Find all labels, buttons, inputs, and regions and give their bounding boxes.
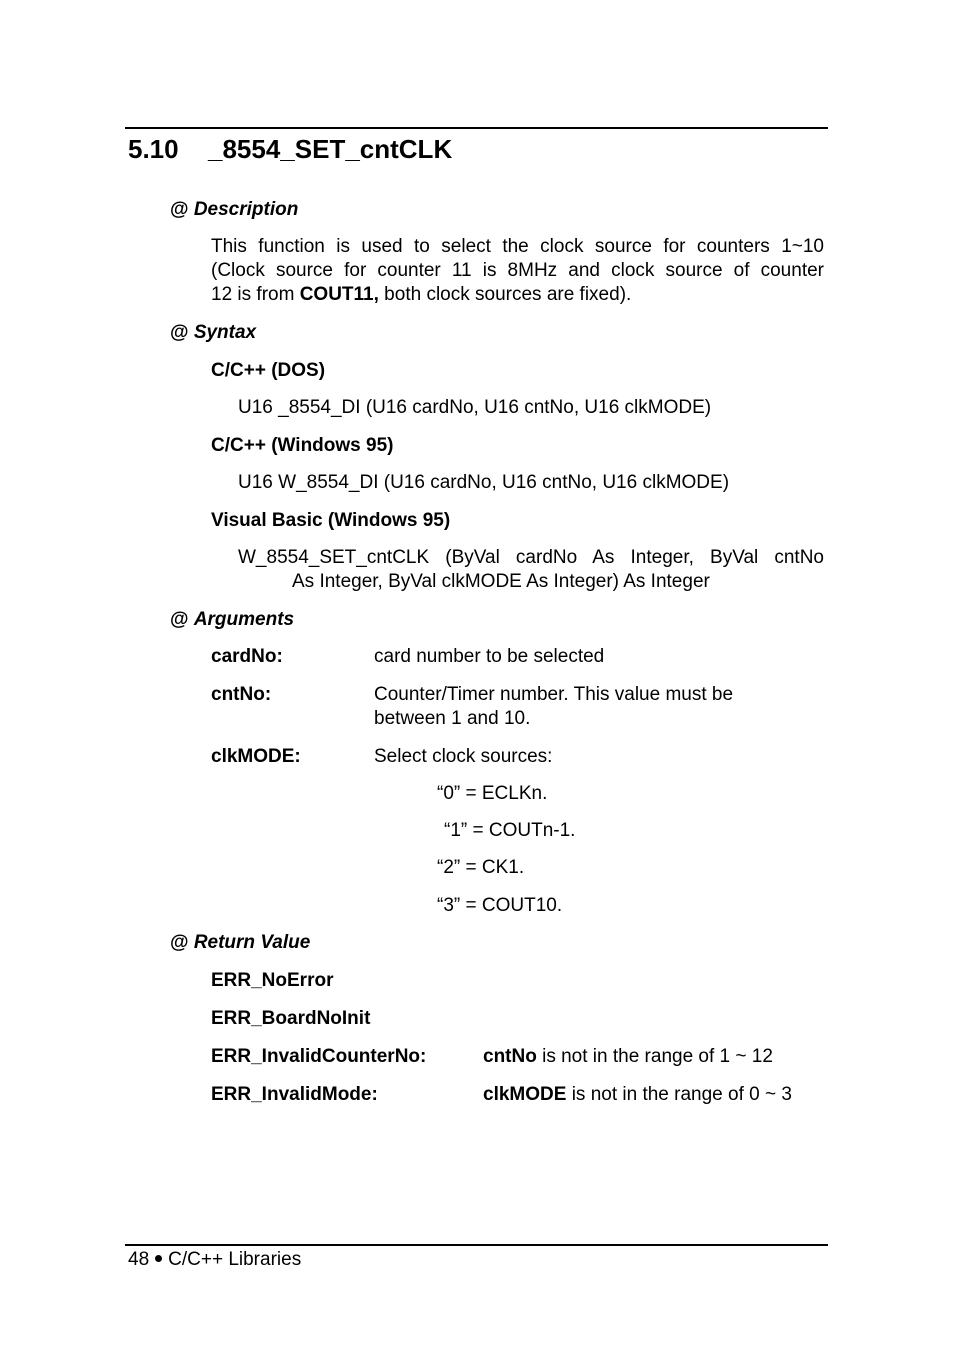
return-code: ERR_InvalidCounterNo: [211,1046,427,1067]
syntax-vb-code-line-1: W_8554_SET_cntCLK (ByVal cardNo As Integer, ByVal cntNo [238,547,824,568]
syntax-vb-code-line-2: As Integer, ByVal clkMODE As Integer) As Integer [292,571,710,592]
footer [128,1248,301,1272]
return-code: ERR_NoError [211,970,334,991]
argument-name: clkMODE: [211,746,301,767]
arguments-heading: @ Arguments [170,609,295,630]
page-number: 48 [128,1249,150,1270]
syntax-vb-label: Visual Basic (Windows 95) [211,510,451,531]
page-title [128,134,452,164]
argument-desc: Select clock sources: [374,746,553,767]
clock-mode-option: “2” = CK1. [437,857,525,878]
return-value-heading: @ Return Value [170,932,311,953]
description-heading: @ Description [170,199,299,220]
clock-mode-option: “1” = COUTn-1. [444,820,576,841]
argument-desc: Counter/Timer number. This value must be between 1 and 10. [374,684,734,729]
description-line-2: (Clock source for counter 11 is 8MHz and clock source of counter [211,260,824,281]
argument-name: cardNo: [211,646,283,667]
syntax-heading: @ Syntax [170,322,257,343]
description-line-3: 12 is from COUT11, both clock sources are fixed). [211,284,632,305]
footer-text: C/C++ Libraries [168,1249,302,1270]
description-text [211,235,824,307]
clock-mode-option: “3” = COUT10. [437,895,563,916]
header-rule [125,127,828,129]
footer-rule [125,1244,828,1246]
syntax-dos-label: C/C++ (DOS) [211,360,326,381]
return-code: ERR_InvalidMode: [211,1084,378,1105]
function-name: _8554_SET_cntCLK [208,134,453,164]
description-line-1: This function is used to select the clock source for counters 1~10 [211,236,824,257]
syntax-win-label: C/C++ (Windows 95) [211,435,394,456]
argument-desc: card number to be selected [374,646,605,667]
return-code: ERR_BoardNoInit [211,1008,371,1029]
syntax-dos-code: U16 _8554_DI (U16 cardNo, U16 cntNo, U16 clkMODE) [238,397,712,418]
return-desc: clkMODE is not in the range of 0 ~ 3 [483,1084,792,1105]
syntax-vb-code [238,546,824,594]
section-number: 5.10 [128,134,179,164]
bullet-icon [155,1255,162,1262]
clock-mode-option: “0” = ECLKn. [437,783,548,804]
syntax-win-code: U16 W_8554_DI (U16 cardNo, U16 cntNo, U16 clkMODE) [238,472,730,493]
argument-name: cntNo: [211,684,272,705]
return-desc: cntNo is not in the range of 1 ~ 12 [483,1046,773,1067]
